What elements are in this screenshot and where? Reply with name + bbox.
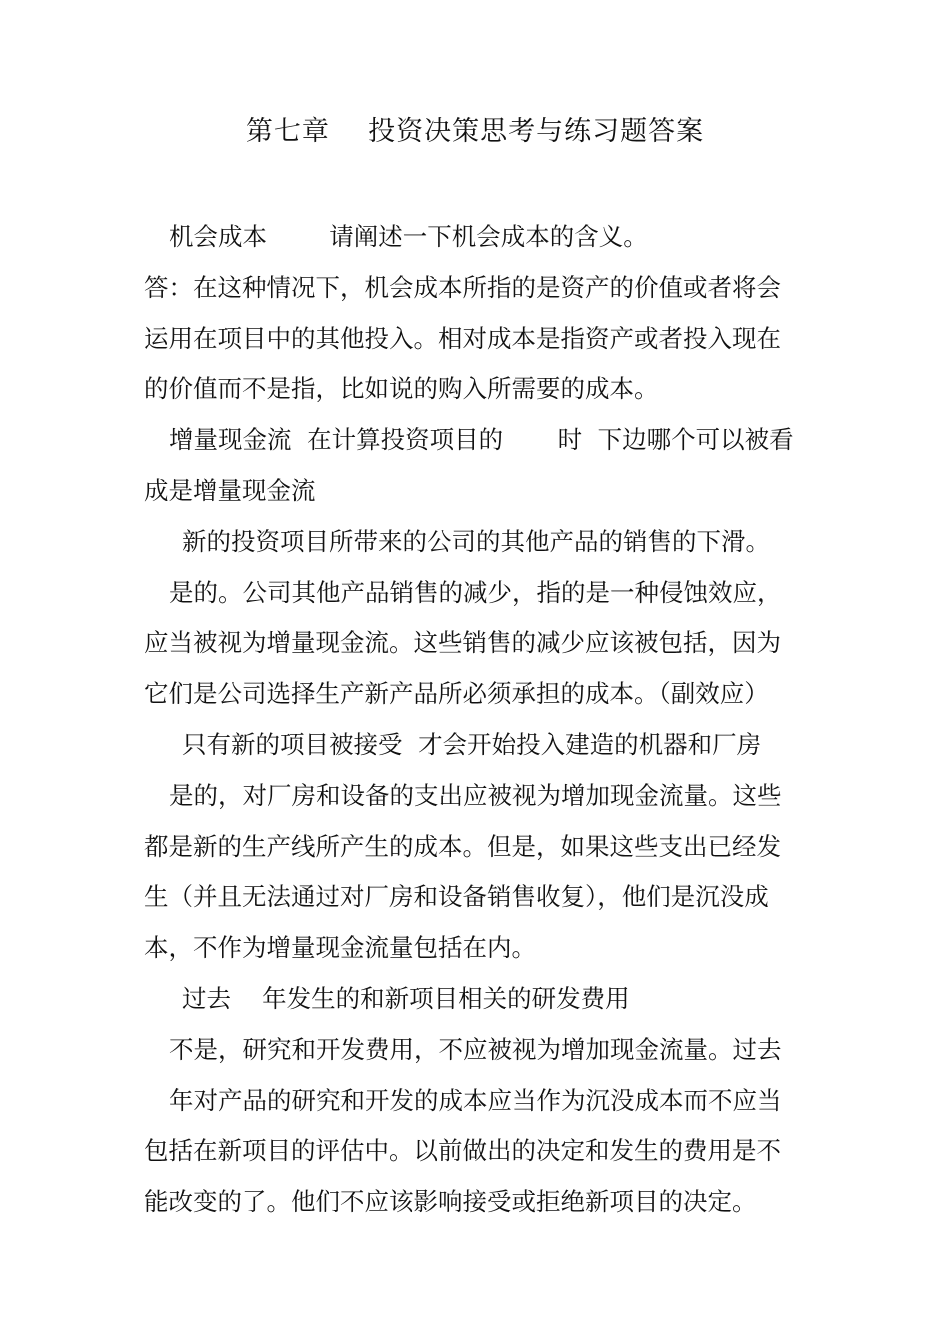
item-a-answer-line-1: 是的。公司其他产品销售的减少，指的是一种侵蚀效应， [169, 577, 782, 607]
page-title: 第七章 投资决策思考与练习题答案 [245, 116, 705, 147]
question-2-heading-cont: 成是增量现金流 [144, 475, 316, 505]
item-b-answer-line-2: 都是新的生产线所产生的成本。但是，如果这些支出已经发 [144, 831, 781, 861]
item-c-answer-line-4: 能改变的了。他们不应该影响接受或拒绝新项目的决定。 [144, 1187, 757, 1217]
document-body [144, 212, 814, 1228]
item-b-heading: 只有新的项目被接受 才会开始投入建造的机器和厂房 [182, 729, 762, 759]
item-b-answer-line-3: 生（并且无法通过对厂房和设备销售收复），他们是沉没成 [144, 882, 769, 912]
question-1-heading: 机会成本 请阐述一下机会成本的含义。 [169, 222, 648, 251]
item-b-answer-line-1: 是的，对厂房和设备的支出应被视为增加现金流量。这些 [169, 780, 782, 810]
item-a-answer-line-2: 应当被视为增量现金流。这些销售的减少应该被包括，因为 [144, 628, 781, 658]
item-c-answer-line-1: 不是，研究和开发费用，不应被视为增加现金流量。过去 [169, 1034, 782, 1064]
answer-1-line-3: 的价值而不是指，比如说的购入所需要的成本。 [144, 374, 659, 404]
item-a-answer-line-3: 它们是公司选择生产新产品所必须承担的成本。（副效应） [144, 679, 769, 709]
question-2-heading: 增量现金流 在计算投资项目的 时 下边哪个可以被看 [169, 425, 794, 455]
item-c-heading: 过去 年发生的和新项目相关的研发费用 [182, 983, 630, 1013]
item-b-answer-line-4: 本，不作为增量现金流量包括在内。 [144, 933, 536, 963]
item-a-heading: 新的投资项目所带来的公司的其他产品的销售的下滑。 [182, 526, 770, 556]
item-c-answer-line-3: 包括在新项目的评估中。以前做出的决定和发生的费用是不 [144, 1136, 781, 1166]
answer-1-line-2: 运用在项目中的其他投入。相对成本是指资产或者投入现在 [144, 323, 781, 353]
item-c-answer-line-2: 年对产品的研究和开发的成本应当作为沉没成本而不应当 [169, 1085, 782, 1115]
answer-1-line-1: 答：在这种情况下，机会成本所指的是资产的价值或者将会 [144, 272, 781, 302]
